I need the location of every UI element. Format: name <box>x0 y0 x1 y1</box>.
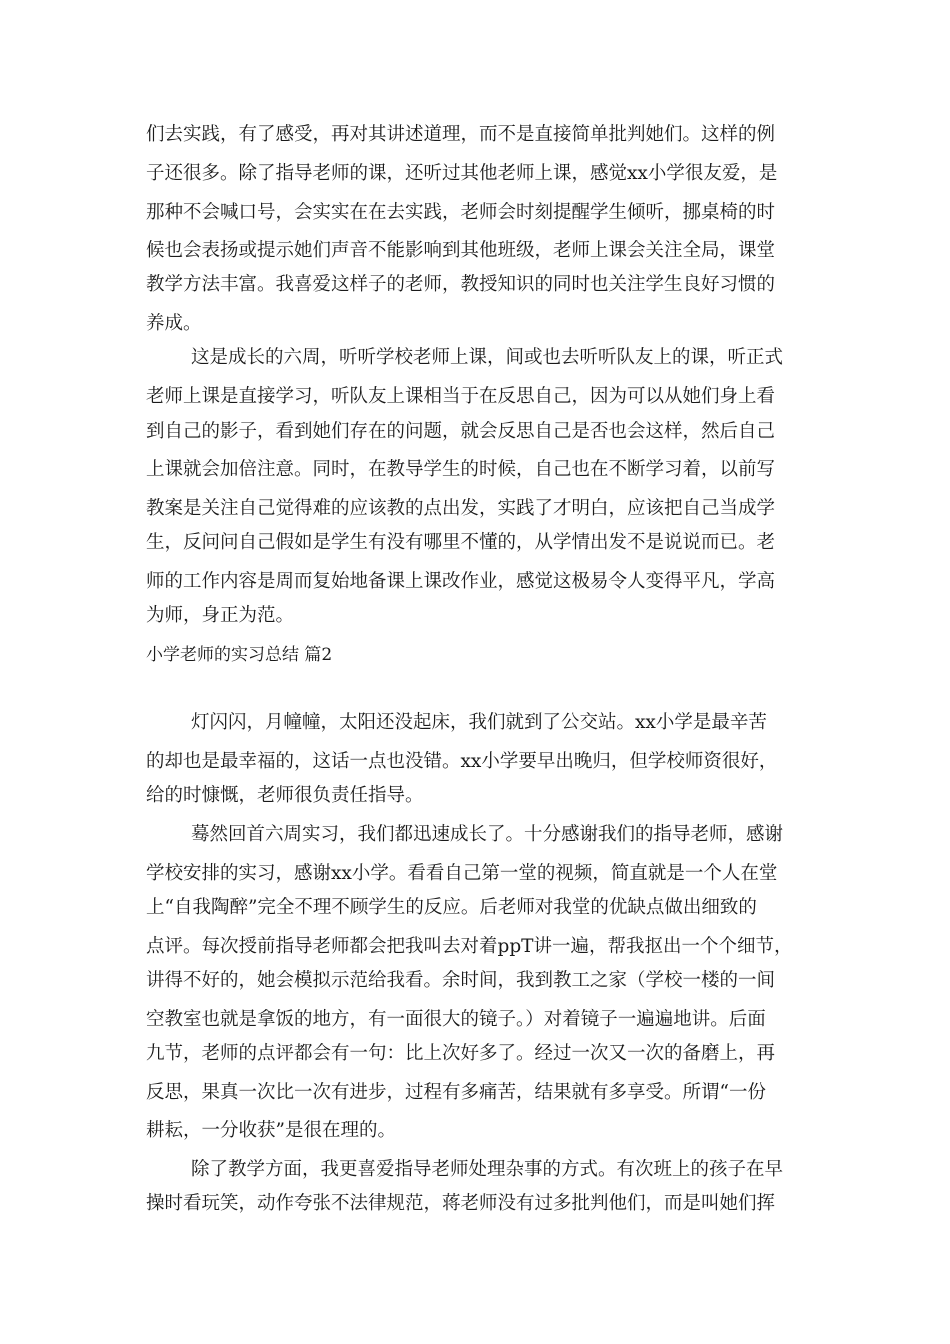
text-line: 耕耘，一分收获”是很在理的。 <box>146 1120 396 1141</box>
text-line: 操时看玩笑，动作夸张不法律规范，蒋老师没有过多批判他们，而是叫她们挥 <box>146 1193 776 1214</box>
text-line: 反思，果真一次比一次有进步，过程有多痛苦，结果就有多享受。所谓“一份 <box>146 1082 766 1103</box>
text-line: 上“自我陶醉”完全不理不顾学生的反应。后老师对我堂的优缺点做出细致的 <box>146 897 757 918</box>
text-line: 子还很多。除了指导老师的课，还听过其他老师上课，感觉xx小学很友爱，是 <box>146 163 778 184</box>
text-line: 师的工作内容是周而复始地备课上课改作业，感觉这极易令人变得平凡，学高 <box>146 571 776 592</box>
paragraph-first-line: 这是成长的六周，听听学校老师上课，间或也去听听队友上的课，听正式 <box>191 347 784 368</box>
text-line: 上课就会加倍注意。同时，在教导学生的时候，自己也在不断学习着，以前写 <box>146 459 776 480</box>
text-line: 学校安排的实习，感谢xx小学。看看自己第一堂的视频，简直就是一个人在堂 <box>146 863 778 884</box>
paragraph-first-line: 蓦然回首六周实习，我们都迅速成长了。十分感谢我们的指导老师，感谢 <box>191 824 784 845</box>
text-line: 的却也是最幸福的，这话一点也没错。xx小学要早出晚归，但学校师资很好， <box>146 751 778 772</box>
text-line: 生，反问问自己假如是学生有没有哪里不懂的，从学情出发不是说说而已。老 <box>146 532 776 553</box>
text-line: 候也会表扬或提示她们声音不能影响到其他班级，老师上课会关注全局，课堂 <box>146 240 776 261</box>
section-heading: 小学老师的实习总结 篇2 <box>146 645 333 665</box>
paragraph-first-line: 除了教学方面，我更喜爱指导老师处理杂事的方式。有次班上的孩子在早 <box>191 1159 784 1180</box>
text-line: 老师上课是直接学习，听队友上课相当于在反思自己，因为可以从她们身上看 <box>146 386 776 407</box>
text-line: 讲得不好的，她会模拟示范给我看。余时间，我到教工之家（学校一楼的一间 <box>146 970 776 991</box>
text-line: 给的时慷慨，老师很负责任指导。 <box>146 785 424 806</box>
text-line: 们去实践，有了感受，再对其讲述道理，而不是直接简单批判她们。这样的例 <box>146 124 776 145</box>
text-line: 点评。每次授前指导老师都会把我叫去对着ppT讲一遍，帮我抠出一个个细节， <box>146 936 793 957</box>
paragraph-first-line: 灯闪闪，月幢幢，太阳还没起床，我们就到了公交站。xx小学是最辛苦 <box>191 712 767 733</box>
text-line: 为师，身正为范。 <box>146 605 295 626</box>
text-line: 到自己的影子，看到她们存在的问题，就会反思自己是否也会这样，然后自己 <box>146 421 776 442</box>
text-line: 九节，老师的点评都会有一句：比上次好多了。经过一次又一次的备磨上，再 <box>146 1043 776 1064</box>
text-line: 教案是关注自己觉得难的应该教的点出发，实践了才明白，应该把自己当成学 <box>146 498 776 519</box>
text-line: 空教室也就是拿饭的地方，有一面很大的镜子。）对着镜子一遍遍地讲。后面 <box>146 1009 766 1030</box>
text-line: 教学方法丰富。我喜爱这样子的老师，教授知识的同时也关注学生良好习惯的 <box>146 274 776 295</box>
text-line: 那种不会喊口号，会实实在在去实践，老师会时刻提醒学生倾听，挪桌椅的时 <box>146 202 776 223</box>
text-line: 养成。 <box>146 313 202 334</box>
